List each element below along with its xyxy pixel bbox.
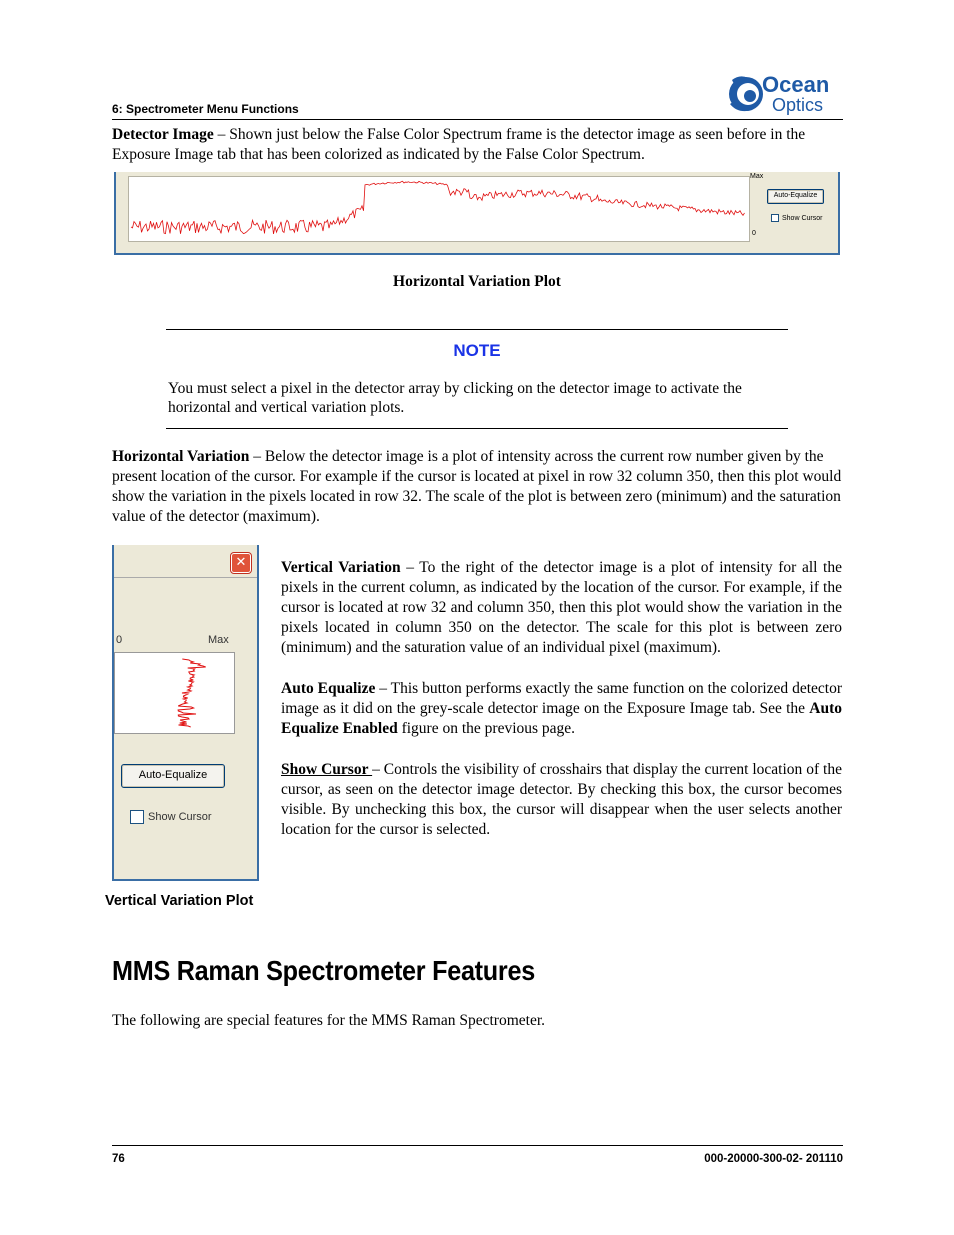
note-bottom-rule [166,428,788,429]
auto-equalize-text-before: – This button performs exactly the same function on the colorized detector image as it did on the grey-scale detector image on the Exposure Image tab. See the [281,680,842,717]
document-number: 000-20000-300-02- 201110 [704,1153,843,1165]
logo-emblem-icon [726,70,844,116]
vertical-variation-text: – To the right of the detector image is a plot of intensity for all the pixels in the current column, as indicated by the location of the cursor. For example, if the cursor is located at row 32 and column 350, then this plot would show the variation in the pixels located in column 350 on the detector. The scale for this plot is between zero (minimum) and the saturation value of an individual pixel (maximum). [281,559,842,656]
term-detector-image: Detector Image [112,126,214,143]
header-rule [112,119,843,120]
vertical-show-cursor-checkbox[interactable] [130,810,212,824]
svg-text:Optics: Optics [772,95,824,115]
close-icon[interactable]: ✕ [231,553,251,573]
horizontal-show-cursor-label: Show Cursor [782,214,823,222]
vertical-auto-equalize-button[interactable]: Auto-Equalize [121,764,225,788]
section-title: MMS Raman Spectrometer Features [112,955,535,986]
vertical-show-cursor-label: Show Cursor [148,811,212,823]
vertical-variation-plot-screenshot [112,545,259,881]
vertical-plot-max-label: Max [208,634,229,646]
auto-equalize-figure-ref: Auto Equalize Enabled [281,700,842,737]
vertical-trace-line [178,659,206,727]
horizontal-variation-paragraph [112,447,843,527]
vertical-intensity-trace [115,653,234,733]
term-horizontal-variation: Horizontal Variation [112,448,250,465]
detector-image-text: – Shown just below the False Color Spectrum frame is the detector image as seen before in the Exposure Image tab that has been colorized as indicated by the False Color Spectrum. [112,126,806,163]
page-number: 76 [112,1153,125,1165]
horizontal-variation-plot-screenshot [114,172,840,255]
footer-rule [112,1145,843,1146]
horizontal-plot-caption: Horizontal Variation Plot [393,273,561,290]
auto-equalize-paragraph [281,679,842,739]
running-header: 6: Spectrometer Menu Functions [112,102,299,116]
window-titlebar [114,545,257,578]
note-text: You must select a pixel in the detector array by clicking on the detector image to activate the horizontal and vertical variation plots. [168,380,742,416]
horizontal-plot-area [128,176,750,242]
term-show-cursor: Show Cursor [281,761,373,778]
section-intro: The following are special features for the MMS Raman Spectrometer. [112,1012,546,1029]
checkbox-icon[interactable] [771,214,779,222]
term-auto-equalize: Auto Equalize [281,680,376,697]
auto-equalize-text-after: figure on the previous page. [397,720,576,737]
svg-text:Ocean: Ocean [762,72,830,97]
note-heading: NOTE [453,341,501,360]
note-top-rule [166,329,788,330]
show-cursor-text: – Controls the visibility of crosshairs that display the current location of the cursor, as seen on the detector image detector. By checking this box, the cursor becomes visible. By unchecking this box, the cursor will disappear when the user selects another location for the cursor is selected. [281,761,842,838]
horizontal-auto-equalize-button[interactable]: Auto-Equalize [767,189,824,204]
right-column [281,558,842,861]
horizontal-show-cursor-checkbox[interactable] [771,214,822,222]
horizontal-trace-line [131,181,745,234]
vertical-plot-area [114,652,235,734]
show-cursor-paragraph [281,760,842,840]
horizontal-intensity-trace [129,177,749,241]
vertical-variation-paragraph [281,558,842,658]
vertical-plot-zero-label: 0 [116,634,123,646]
horizontal-plot-zero-label: 0 [752,230,756,237]
horizontal-variation-text: – Below the detector image is a plot of intensity across the current row number given by the present location of the cursor. For example if the cursor is located at pixel in row 32 column 350, then this plot would show the variation in the pixels located in row 32. The scale of the plot is between zero (minimum) and the saturation value of the detector (maximum). [112,448,842,525]
term-vertical-variation: Vertical Variation [281,559,401,576]
vertical-plot-caption: Vertical Variation Plot [105,893,254,909]
detector-image-paragraph [112,125,843,165]
ocean-optics-logo [726,70,844,116]
checkbox-icon[interactable] [130,810,144,824]
horizontal-plot-max-label: Max [750,173,764,180]
